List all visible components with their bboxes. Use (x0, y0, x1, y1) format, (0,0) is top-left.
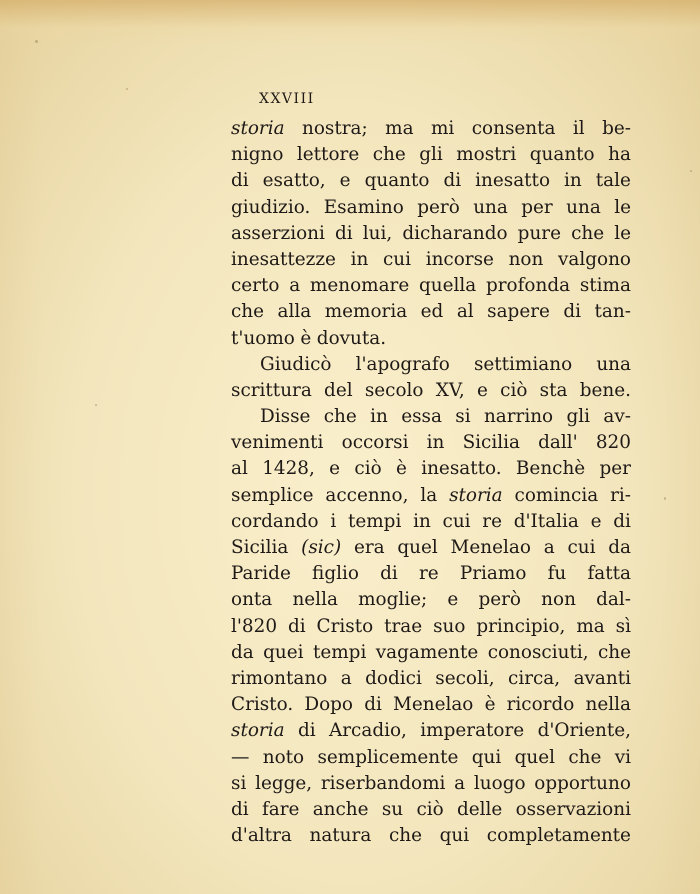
word: occorsi (341, 432, 409, 454)
word: secolo (364, 379, 424, 401)
word: e (339, 170, 351, 192)
text-line (231, 823, 631, 849)
word: Arcadio, (328, 720, 407, 742)
word: qui (439, 825, 470, 847)
text-line (231, 116, 631, 142)
word: ciò (500, 379, 528, 401)
word: in (370, 406, 388, 428)
word: che (372, 144, 406, 166)
word: alla (277, 301, 312, 323)
word: da (608, 537, 631, 558)
word: tale (595, 170, 631, 192)
word: cui (442, 510, 471, 532)
word: bene. (579, 379, 631, 401)
word: al (231, 458, 248, 480)
word: stima (579, 275, 631, 297)
word: che (568, 746, 602, 768)
word: esatto, (262, 170, 326, 192)
word: qui (471, 746, 502, 768)
text-line (231, 247, 631, 273)
word: a (340, 667, 352, 689)
word: di (335, 222, 353, 244)
text-line (231, 771, 631, 797)
word: Priamo (459, 563, 527, 585)
word: — (231, 746, 250, 768)
word: una (473, 196, 508, 218)
word: di (563, 301, 582, 323)
word: quel (397, 537, 438, 558)
word: completamente (486, 825, 631, 847)
text-line (231, 168, 631, 194)
word: nostra; (301, 118, 368, 139)
word: Dopo (304, 694, 354, 716)
word: tan- (594, 301, 631, 323)
word: consenta (471, 118, 556, 139)
word: del (324, 379, 353, 401)
word: quanto (529, 144, 595, 166)
word: si (455, 406, 471, 428)
word: di (443, 170, 462, 192)
word: semplice (231, 484, 314, 506)
word: che (571, 222, 605, 244)
word: Giudicò (260, 353, 332, 375)
word: però (478, 589, 521, 611)
word: tempi (347, 510, 402, 532)
word: a (543, 537, 555, 558)
word: fare (261, 798, 300, 820)
word: per (599, 458, 631, 480)
word: dodici (365, 667, 422, 689)
word: è (484, 694, 496, 716)
text-line (231, 195, 631, 221)
word: di (364, 694, 382, 716)
text-line (231, 614, 631, 640)
word: conosciuti, (487, 641, 589, 663)
word: per (521, 196, 553, 218)
word: ma (576, 615, 605, 637)
word: che (231, 301, 265, 323)
word: al (456, 301, 474, 323)
word: inesattezze (231, 248, 336, 270)
text-line (231, 587, 631, 613)
italic-word: storia (231, 118, 285, 139)
word: Menelao (450, 537, 531, 558)
page-top-edge (0, 0, 700, 46)
paper-speck (126, 88, 128, 90)
word: nella (292, 589, 338, 611)
word: non (508, 248, 544, 270)
word: d'Italia (513, 510, 579, 532)
paper-speck (690, 170, 692, 172)
word: legge, (255, 772, 313, 794)
word: quella (418, 275, 477, 297)
word: cui (567, 537, 596, 558)
text-line (231, 142, 631, 168)
word: dal- (596, 589, 631, 611)
text-line (231, 404, 631, 430)
word: asserzioni (231, 222, 325, 244)
word: mostri (456, 144, 517, 166)
word: che (323, 406, 357, 428)
word: ha (608, 144, 631, 166)
text-line (231, 561, 631, 587)
word: quei (263, 641, 304, 663)
word: cordando (231, 510, 319, 532)
word: si (231, 772, 247, 794)
word: in (350, 248, 369, 270)
word: lettore (296, 144, 360, 166)
word: i (330, 510, 337, 532)
text-line (231, 797, 631, 823)
word: però (417, 196, 460, 218)
word: una (566, 196, 601, 218)
text-line (231, 509, 631, 535)
word: mi (430, 118, 455, 139)
word: onta (231, 589, 273, 611)
word: di (231, 170, 249, 192)
word: Sicilia (462, 432, 520, 454)
word: tempi (312, 641, 367, 663)
word: dicharando (402, 222, 508, 244)
word: secoli, (435, 667, 495, 689)
word: d'altra (231, 825, 292, 847)
word: e (477, 379, 488, 401)
word: fatta (587, 563, 631, 585)
text-line (231, 692, 631, 718)
word: era (353, 537, 385, 558)
word: giudizio. (231, 196, 311, 218)
word: quel (514, 746, 555, 768)
word: riserbandomi (320, 772, 446, 794)
text-line (231, 221, 631, 247)
word: il (572, 118, 585, 139)
word: non (541, 589, 576, 611)
word: moglie; (358, 589, 428, 611)
word: noto (262, 746, 305, 768)
word: trae (384, 615, 423, 637)
text-line (231, 326, 631, 352)
word: t'uomo (231, 327, 295, 349)
word: valgono (557, 248, 631, 270)
word: di (613, 510, 631, 532)
body-text (231, 116, 631, 849)
text-line (231, 456, 631, 482)
word: ciò (416, 798, 444, 820)
word: luogo (473, 772, 526, 794)
word: delle (457, 798, 503, 820)
word: d'Oriente, (537, 720, 631, 742)
word: pure (517, 222, 561, 244)
word: ciò (354, 458, 382, 480)
word: scrittura (231, 379, 312, 401)
word: dovuta. (316, 327, 387, 349)
word: Paride (231, 563, 291, 585)
word: incorse (425, 248, 494, 270)
word: su (381, 798, 404, 820)
word: menomare (309, 275, 410, 297)
word: l'apografo (355, 353, 450, 375)
word: vagamente (375, 641, 479, 663)
word: quanto (364, 170, 430, 192)
word: 820 (595, 432, 631, 454)
word: re (418, 563, 439, 585)
word: di (231, 798, 249, 820)
word: be- (602, 118, 631, 139)
word: principio, (476, 615, 566, 637)
word: è (395, 458, 407, 480)
word: profonda (485, 275, 571, 297)
word: comincia (514, 484, 599, 506)
paper-speck (664, 497, 666, 500)
word: vi (614, 746, 631, 768)
word: Cristo. (231, 694, 294, 716)
text-line (231, 352, 631, 378)
word: lui, (362, 222, 393, 244)
italic-word: storia (231, 720, 285, 742)
text-line (231, 718, 631, 744)
word: XV, (435, 379, 465, 401)
word: che (388, 825, 422, 847)
word: nella (585, 694, 631, 716)
word: inesatto (475, 170, 551, 192)
word: certo (231, 275, 280, 297)
paper-speck (95, 404, 97, 406)
text-line (231, 273, 631, 299)
word: natura (309, 825, 372, 847)
text-line (231, 640, 631, 666)
word: l'820 (231, 615, 278, 637)
text-line (231, 483, 631, 509)
word: Esamino (323, 196, 404, 218)
word: sapere (487, 301, 550, 323)
word: 1428, (262, 458, 315, 480)
word: settimiano (473, 353, 573, 375)
word: gli (419, 144, 443, 166)
word: in (413, 510, 431, 532)
word: in (426, 432, 445, 454)
word: figlio (312, 563, 359, 585)
word: rimontano (231, 667, 328, 689)
paper-speck (35, 40, 38, 43)
word: di (380, 563, 398, 585)
word: di (287, 615, 306, 637)
word: nigno (231, 144, 284, 166)
italic-word: storia (449, 484, 503, 506)
word: re (482, 510, 502, 532)
word: Cristo (316, 615, 374, 637)
page-number: XXVIII (259, 91, 315, 107)
word: ricordo (506, 694, 575, 716)
text-line (231, 430, 631, 456)
word: imperatore (420, 720, 525, 742)
word: inesatto. (421, 458, 502, 480)
text-line (231, 535, 631, 561)
word: opportuno (534, 772, 631, 794)
word: Sicilia (231, 537, 289, 558)
text-line (231, 299, 631, 325)
word: anche (312, 798, 369, 820)
word: gli (566, 406, 591, 428)
word: circa, (508, 667, 561, 689)
word: Disse (260, 406, 311, 428)
word: una (596, 353, 631, 375)
word: memoria (324, 301, 408, 323)
word: a (454, 772, 466, 794)
word: semplicemente (317, 746, 459, 768)
word: ma (385, 118, 414, 139)
word: le (614, 196, 631, 218)
word: è (300, 327, 312, 349)
text-line (231, 745, 631, 771)
word: che (597, 641, 631, 663)
word: av- (603, 406, 631, 428)
word: le (614, 222, 631, 244)
word: sta (539, 379, 568, 401)
word: sì (615, 615, 631, 637)
word: e (590, 510, 602, 532)
text-line (231, 666, 631, 692)
word: la (420, 484, 438, 506)
word: venimenti (231, 432, 324, 454)
word: dall' (538, 432, 578, 454)
word: e (447, 589, 459, 611)
word: Menelao (393, 694, 474, 716)
italic-word: (sic) (301, 537, 342, 558)
word: avanti (573, 667, 631, 689)
word: da (231, 641, 254, 663)
word: essa (401, 406, 442, 428)
word: osservazioni (515, 798, 631, 820)
word: cui (383, 248, 412, 270)
text-line (231, 378, 631, 404)
word: accenno, (325, 484, 409, 506)
word: narrino (483, 406, 554, 428)
word: di (297, 720, 316, 742)
word: Benchè (515, 458, 586, 480)
word: ed (420, 301, 444, 323)
word: ri- (610, 484, 631, 506)
word: e (329, 458, 341, 480)
word: suo (433, 615, 466, 637)
word: in (564, 170, 582, 192)
word: fu (547, 563, 567, 585)
word: a (289, 275, 301, 297)
